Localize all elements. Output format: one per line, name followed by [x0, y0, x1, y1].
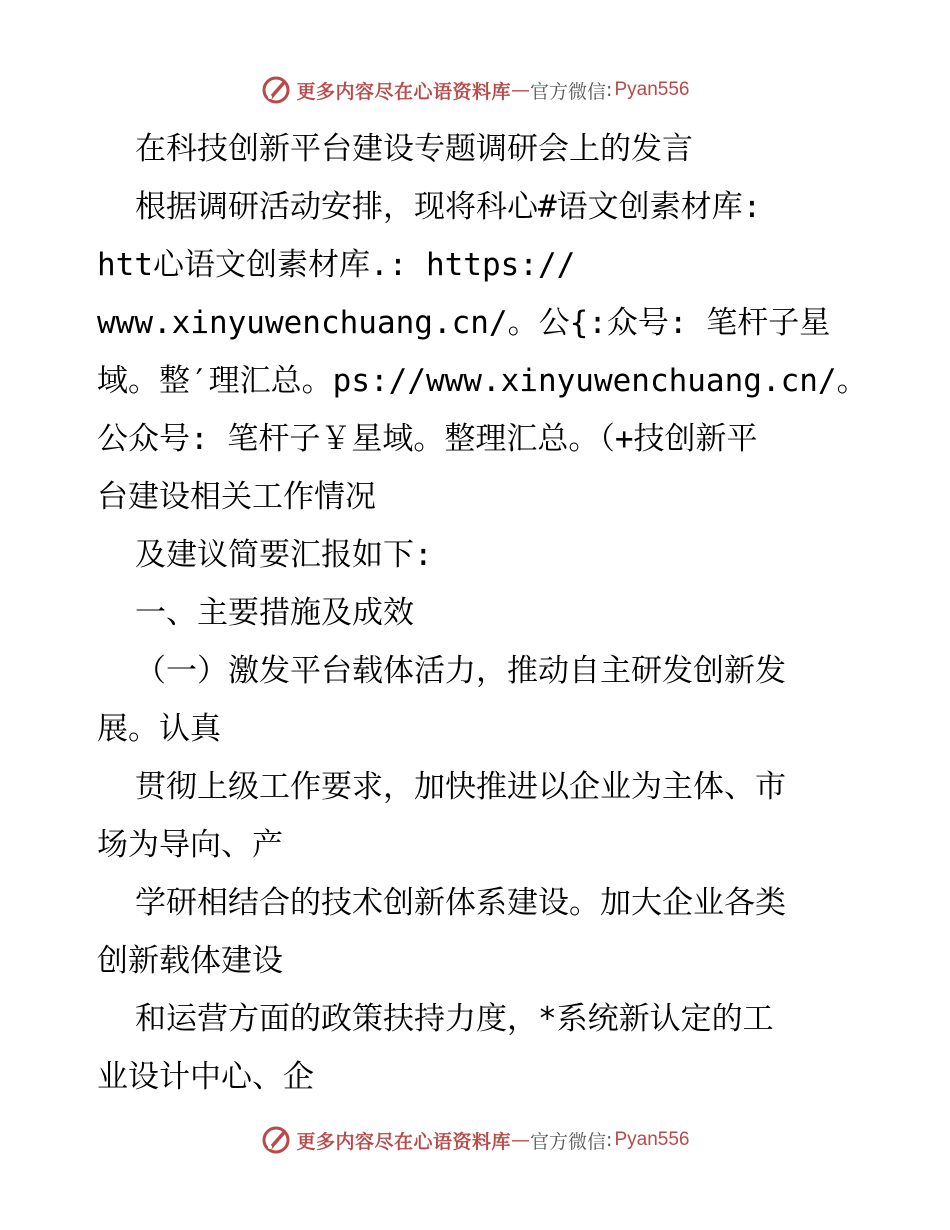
- paragraph-line: 台建设相关工作情况: [97, 479, 376, 515]
- banner-colon: :: [606, 79, 613, 101]
- banner-brand-text: 更多内容尽在心语资料库: [296, 80, 512, 103]
- subsection-heading: （一）激发平台载体活力，推动自主研发创新发: [135, 653, 786, 689]
- banner-separator: —: [511, 79, 531, 101]
- quill-logo-icon: [261, 75, 291, 105]
- paragraph-line: 创新载体建设: [97, 943, 283, 979]
- section-heading: 一、主要措施及成效: [135, 595, 414, 631]
- paragraph-line: 学研相结合的技术创新体系建设。加大企业各类: [135, 885, 786, 921]
- header-banner: [0, 70, 950, 110]
- paragraph-line: 业设计中心、企: [97, 1059, 314, 1095]
- banner-wechat-id: Pyan556: [614, 1129, 690, 1150]
- banner-wechat-label: 官方微信: [530, 80, 607, 103]
- paragraph-line: htt心语文创素材库.: https://: [97, 247, 576, 283]
- paragraph-line: 贯彻上级工作要求，加快推进以企业为主体、市: [135, 769, 786, 805]
- document-title: 在科技创新平台建设专题调研会上的发言: [135, 131, 693, 167]
- banner-colon: :: [606, 1129, 613, 1151]
- banner-separator: —: [511, 1129, 531, 1151]
- paragraph-line: 根据调研活动安排，现将科心#语文创素材库:: [135, 189, 762, 225]
- paragraph-line: 域。整′理汇总。ps://www.xinyuwenchuang.cn/。: [97, 363, 868, 399]
- paragraph-line: 及建议简要汇报如下:: [135, 537, 433, 573]
- footer-banner: [0, 1120, 950, 1160]
- document-body: [97, 120, 868, 1106]
- paragraph-line: 展。认真: [97, 711, 221, 747]
- quill-logo-icon: [261, 1125, 291, 1155]
- banner-brand-text: 更多内容尽在心语资料库: [296, 1130, 512, 1153]
- paragraph-line: 公众号: 笔杆子￥星域。整理汇总。（+技创新平: [97, 421, 758, 457]
- paragraph-line: 和运营方面的政策扶持力度，*系统新认定的工: [135, 1001, 774, 1037]
- banner-wechat-label: 官方微信: [530, 1130, 607, 1153]
- paragraph-line: 场为导向、产: [97, 827, 283, 863]
- banner-wechat-id: Pyan556: [614, 79, 690, 100]
- paragraph-line: www.xinyuwenchuang.cn/。公{:众号: 笔杆子星: [97, 305, 831, 341]
